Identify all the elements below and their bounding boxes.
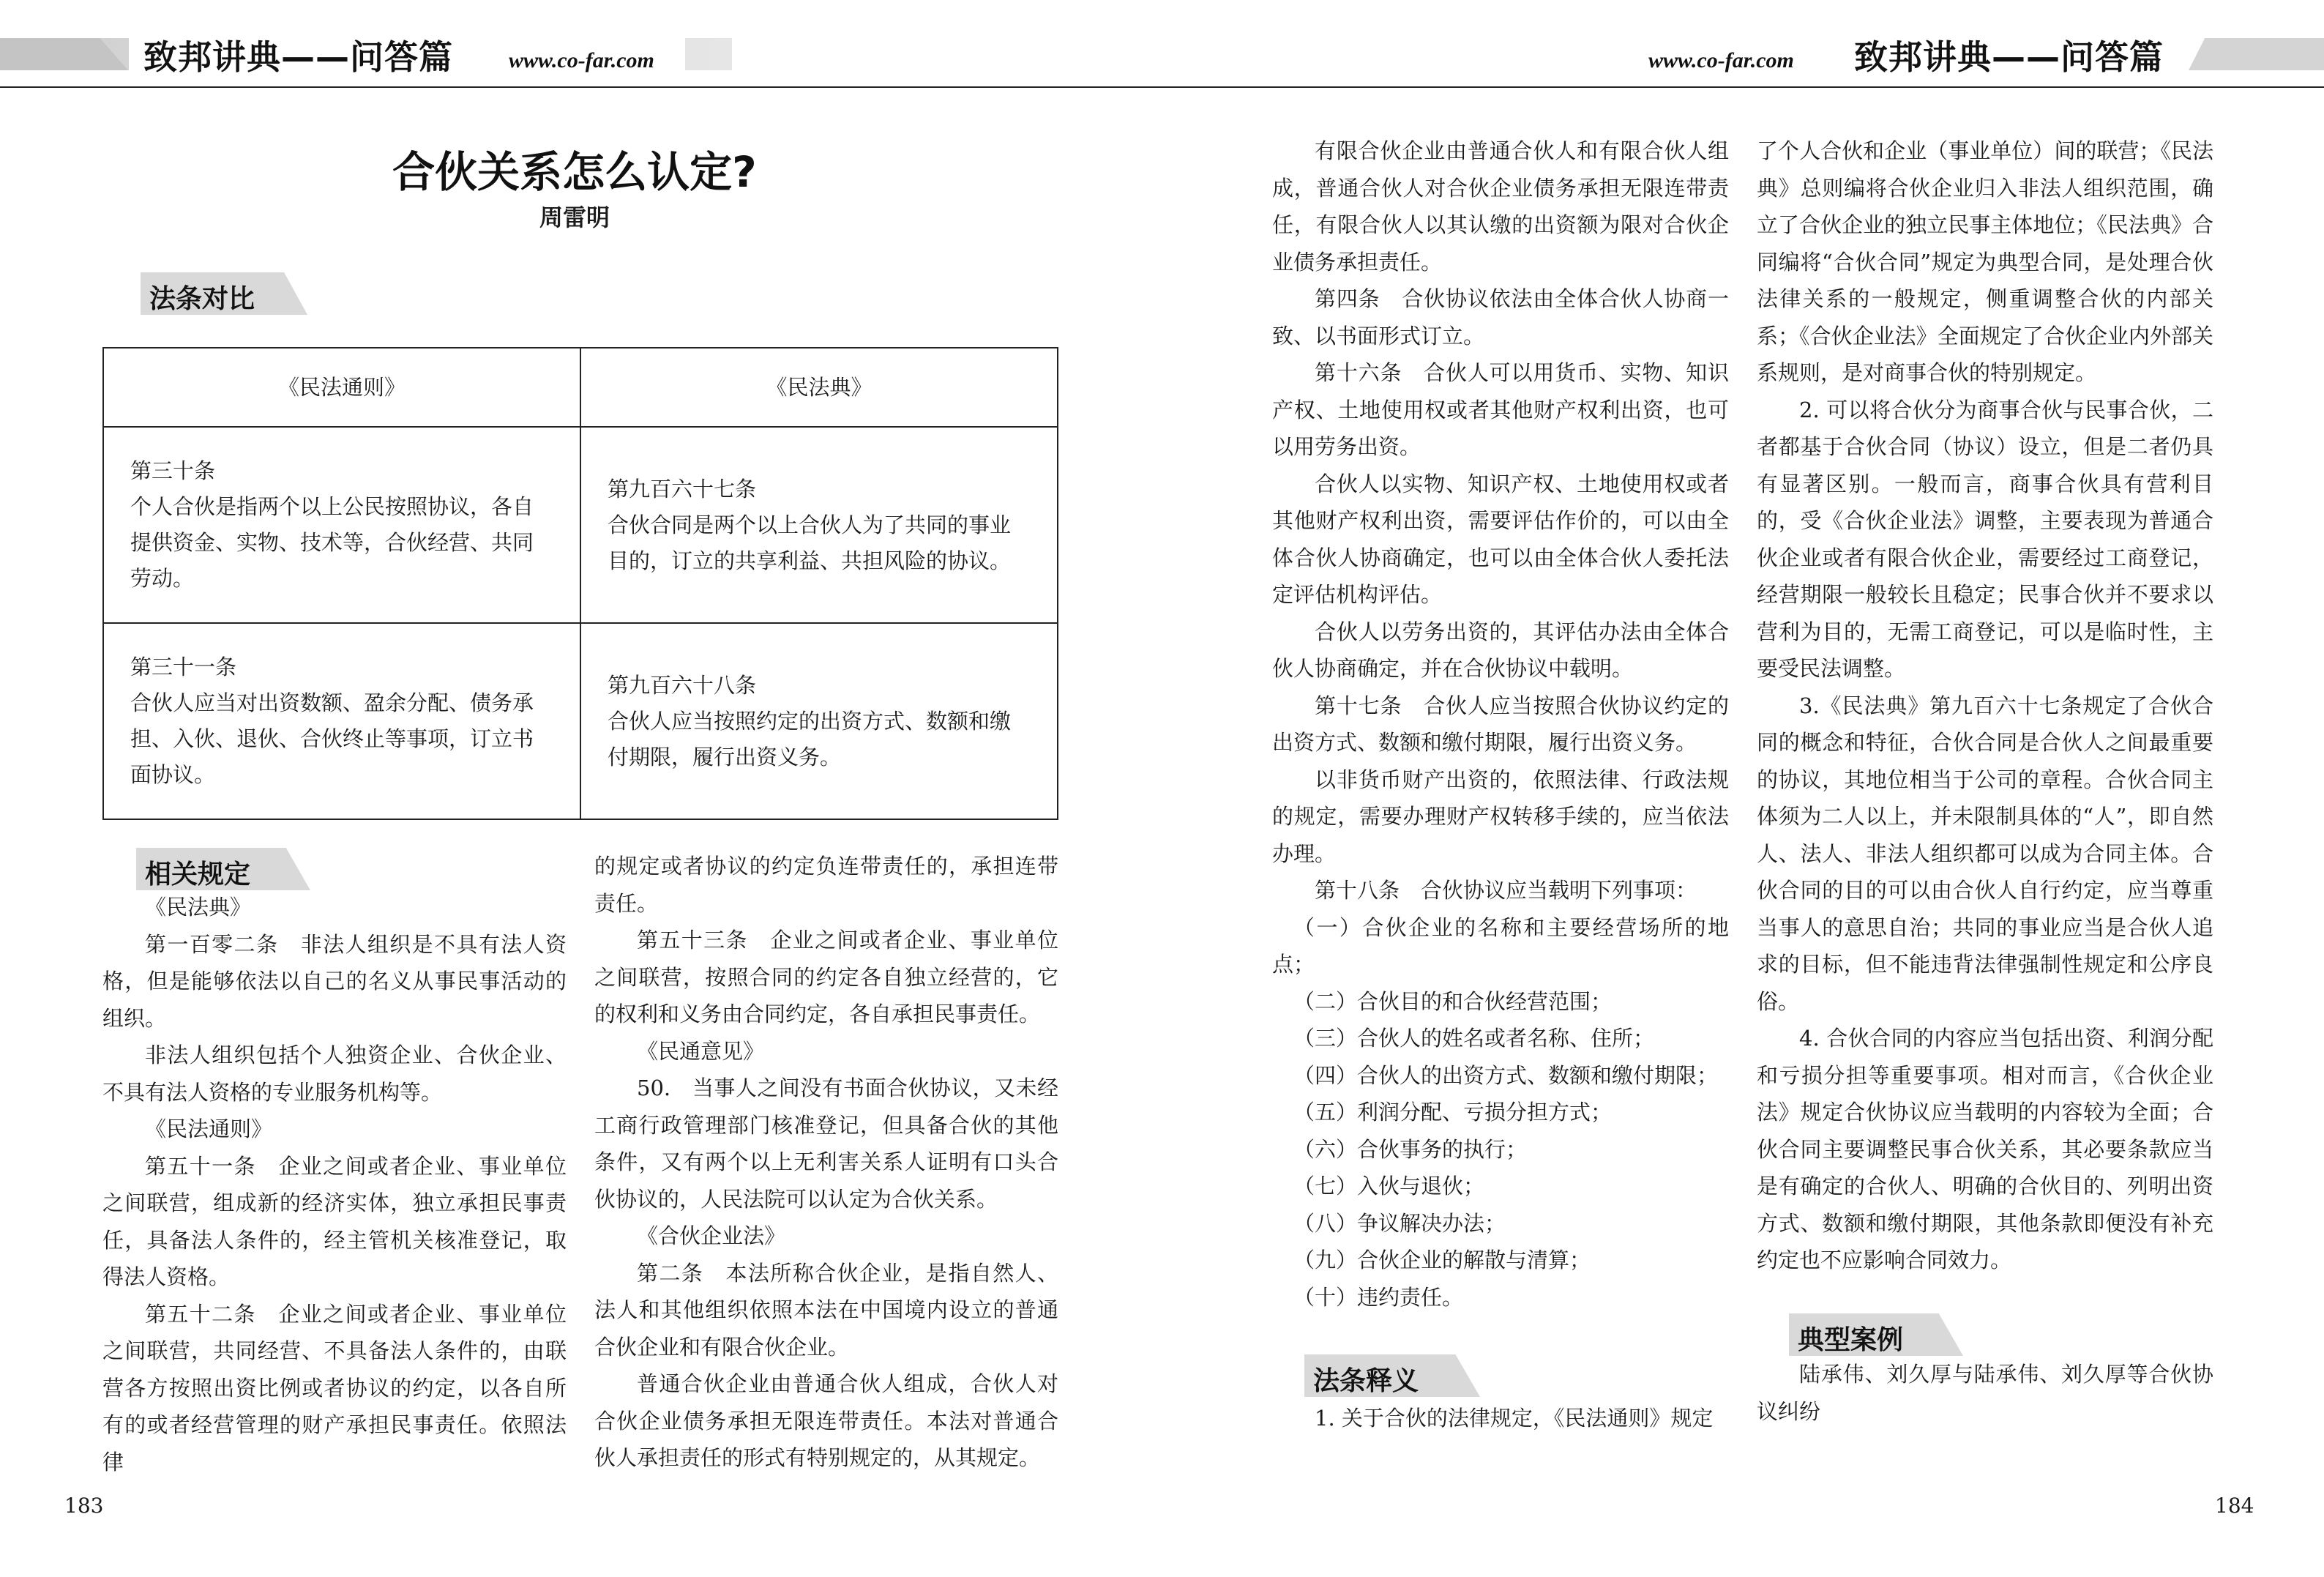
paragraph: 2. 可以将合伙分为商事合伙与民事合伙，二者都基于合伙合同（协议）设立，但是二者仍具有显著区别。一般而言，商事合伙具有营利目的，受《合伙企业法》调整，主要表现为普通合伙企业或者有限合伙企业，需要经过工商登记，经营期限一般较长且稳定；民事合伙并不要求以营利为目的，无需工商登记，可以是临时性，主要受民法调整。 <box>1757 397 2213 681</box>
paragraph: 了个人合伙和企业（事业单位）间的联营；《民法典》总则编将合伙企业归入非法人组织范围，确立了合伙企业的独立民事主体地位；《民法典》合同编将“合伙合同”规定为典型合同，是处理合伙法律关系的一般规定，侧重调整合伙的内部关系；《合伙企业法》全面规定了合伙企业内外部关系规则，是对商事合伙的特别规定。 <box>1757 138 2213 385</box>
section-cases-label: 典型案例 <box>1798 1325 1904 1355</box>
section-related <box>136 848 310 890</box>
list-item: （四）合伙人的出资方式、数额和缴付期限； <box>1293 1062 1719 1088</box>
case-title <box>1757 1356 2213 1430</box>
paragraph: 50. 当事人之间没有书面合伙协议，又未经工商行政管理部门核准登记，但具备合伙的其他条件，又有两个以上无利害关系人证明有口头合伙协议的，人民法院可以认定为合伙关系。 <box>594 1075 1058 1212</box>
list-item: （八）争议解决办法； <box>1293 1210 1506 1236</box>
paragraph: 第一百零二条 非法人组织是不具有法人资格，但是能够依法以自己的名义从事民事活动的组织。 <box>102 931 567 1031</box>
law-heading: 《民法通则》 <box>145 1116 273 1141</box>
table-cell-text: 个人合伙是指两个以上公民按照协议，各自提供资金、实物、技术等，合伙经营、共同劳动。 <box>130 494 534 591</box>
table-header-row <box>103 348 1058 427</box>
table-cell-article: 第三十条 <box>130 458 216 483</box>
list-item: （五）利润分配、亏损分担方式； <box>1293 1100 1613 1125</box>
table-cell-right <box>580 427 1058 623</box>
paragraph: 第四条 合伙协议依法由全体合伙人协商一致、以书面形式订立。 <box>1272 286 1729 348</box>
right-header-brand: 致邦讲典——问答篇 <box>1854 37 2164 77</box>
right-header-url[interactable]: www.co-far.com <box>1648 48 1794 72</box>
paragraph: 3.《民法典》第九百六十七条规定了合伙合同的概念和特征，合伙合同是合伙人之间最重要的协议，其地位相当于公司的章程。合伙合同主体须为二人以上，并未限制具体的“人”，即自然人、法人、非法人组织都可以成为合同主体。合伙合同的目的可以由合伙人自行约定，应当尊重当事人的意思自治；共同的事业应当是合伙人追求的目标，但不能违背法律强制性规定和公序良俗。 <box>1757 693 2213 1014</box>
paragraph: 合伙人以实物、知识产权、土地使用权或者其他财产权利出资，需要评估作价的，可以由全体合伙人协商确定，也可以由全体合伙人委托法定评估机构评估。 <box>1272 471 1729 607</box>
page-number-left: 183 <box>64 1494 104 1518</box>
page183-column-2 <box>594 848 1058 1477</box>
paragraph: 第二条 本法所称合伙企业，是指自然人、法人和其他组织依照本法在中国境内设立的普通合伙企业和有限合伙企业。 <box>594 1260 1058 1360</box>
right-header-bar <box>2189 38 2324 70</box>
table-row <box>103 427 1058 623</box>
paragraph: 4. 合伙合同的内容应当包括出资、利润分配和亏损分担等重要事项。相对而言，《合伙企业法》规定合伙协议应当载明的内容较为全面；合伙合同主要调整民事合伙关系，其必要条款应当是有确定的合伙人、明确的合伙目的、列明出资方式、数额和缴付期限，其他条款即便没有补充约定也不应影响合同效力。 <box>1757 1026 2213 1272</box>
table-cell-right <box>580 623 1058 819</box>
law-heading: 《民法典》 <box>145 895 252 920</box>
list-item: （十）违约责任。 <box>1293 1284 1464 1310</box>
table-cell-article: 第三十一条 <box>130 655 237 679</box>
left-header-url[interactable]: www.co-far.com <box>509 48 654 72</box>
section-comparison-label: 法条对比 <box>149 284 255 314</box>
paragraph: 非法人组织包括个人独资企业、合伙企业、不具有法人资格的专业服务机构等。 <box>102 1043 567 1105</box>
page184-column-1 <box>1272 133 1729 1316</box>
page183-column-1 <box>102 889 567 1480</box>
right-header-rule <box>1162 86 2324 88</box>
paragraph: 的规定或者协议的约定负连带责任的，承担连带责任。 <box>594 854 1058 916</box>
table-cell-text: 合伙人应当按照约定的出资方式、数额和缴付期限，履行出资义务。 <box>608 708 1012 769</box>
list-item: （九）合伙企业的解散与清算； <box>1293 1248 1591 1272</box>
paragraph: 第五十三条 企业之间或者企业、事业单位之间联营，按照合同的约定各自独立经营的，它的权利和义务由合同约定，各自承担民事责任。 <box>594 928 1058 1026</box>
table-header-civil-code: 《民法典》 <box>580 348 1058 427</box>
paragraph: 以非货币财产出资的，依照法律、行政法规的规定，需要办理财产权转移手续的，应当依法办理。 <box>1272 767 1729 866</box>
section-comparison <box>141 272 307 315</box>
section-cases <box>1789 1313 1963 1356</box>
law-heading: 《民通意见》 <box>637 1038 765 1064</box>
section-interpretation <box>1304 1354 1480 1397</box>
paragraph: 普通合伙企业由普通合伙人组成，合伙人对合伙企业债务承担无限连带责任。本法对普通合伙人承担责任的形式有特别规定的，从其规定。 <box>594 1371 1058 1470</box>
page184-column-2 <box>1757 133 2213 1279</box>
table-cell-article: 第九百六十八条 <box>608 672 757 698</box>
left-header-brand: 致邦讲典——问答篇 <box>143 37 453 77</box>
paragraph: 有限合伙企业由普通合伙人和有限合伙人组成，普通合伙人对合伙企业债务承担无限连带责任，有限合伙人以其认缴的出资额为限对合伙企业债务承担责任。 <box>1272 138 1729 275</box>
section-interpretation-label: 法条释义 <box>1313 1366 1419 1396</box>
section-related-label: 相关规定 <box>145 860 251 890</box>
table-cell-left <box>103 427 580 623</box>
list-item: （二）合伙目的和合伙经营范围； <box>1293 988 1613 1014</box>
list-item: （三）合伙人的姓名或者名称、住所； <box>1293 1026 1655 1051</box>
case-link[interactable]: 陆承伟、刘久厚与陆承伟、刘久厚等合伙协议纠纷 <box>1757 1362 2213 1424</box>
paragraph: 第十六条 合伙人可以用货币、实物、知识产权、土地使用权或者其他财产权利出资，也可以用劳务出资。 <box>1272 360 1729 459</box>
paragraph: 1. 关于合伙的法律规定，《民法通则》规定 <box>1315 1406 1714 1431</box>
page-number-right: 184 <box>2215 1494 2254 1518</box>
comparison-table <box>102 347 1058 820</box>
law-heading: 《合伙企业法》 <box>637 1223 786 1248</box>
list-item: （六）合伙事务的执行； <box>1293 1136 1528 1162</box>
paragraph: 第十八条 合伙协议应当载明下列事项： <box>1315 878 1697 903</box>
article-author: 周雷明 <box>539 204 610 231</box>
paragraph: 第五十二条 企业之间或者企业、事业单位之间联营，共同经营、不具备法人条件的，由联营各方按照出资比例或者协议的约定，以各自所有的或者经营管理的财产承担民事责任。依照法律 <box>102 1301 567 1475</box>
table-row <box>103 623 1058 819</box>
list-item: （七）入伙与退伙； <box>1293 1174 1485 1198</box>
paragraph: 合伙人以劳务出资的，其评估办法由全体合伙人协商确定，并在合伙协议中载明。 <box>1272 619 1729 681</box>
table-cell-left <box>103 623 580 819</box>
paragraph: 第五十一条 企业之间或者企业、事业单位之间联营，组成新的经济实体，独立承担民事责任，具备法人条件的，经主管机关核准登记，取得法人资格。 <box>102 1153 567 1289</box>
table-cell-text: 合伙人应当对出资数额、盈余分配、债务承担、入伙、退伙、合伙终止等事项，订立书面协议。 <box>130 690 534 787</box>
table-cell-text: 合伙合同是两个以上合伙人为了共同的事业目的，订立的共享利益、共担风险的协议。 <box>608 512 1012 573</box>
list-item: （一）合伙企业的名称和主要经营场所的地点； <box>1272 914 1729 977</box>
paragraph: 第十七条 合伙人应当按照合伙协议约定的出资方式、数额和缴付期限，履行出资义务。 <box>1272 693 1729 755</box>
interpretation-intro <box>1272 1400 1729 1437</box>
left-header-rule <box>0 86 1162 88</box>
table-header-civil-principles: 《民法通则》 <box>103 348 580 427</box>
article-title: 合伙关系怎么认定? <box>392 147 757 197</box>
table-cell-article: 第九百六十七条 <box>608 476 757 502</box>
